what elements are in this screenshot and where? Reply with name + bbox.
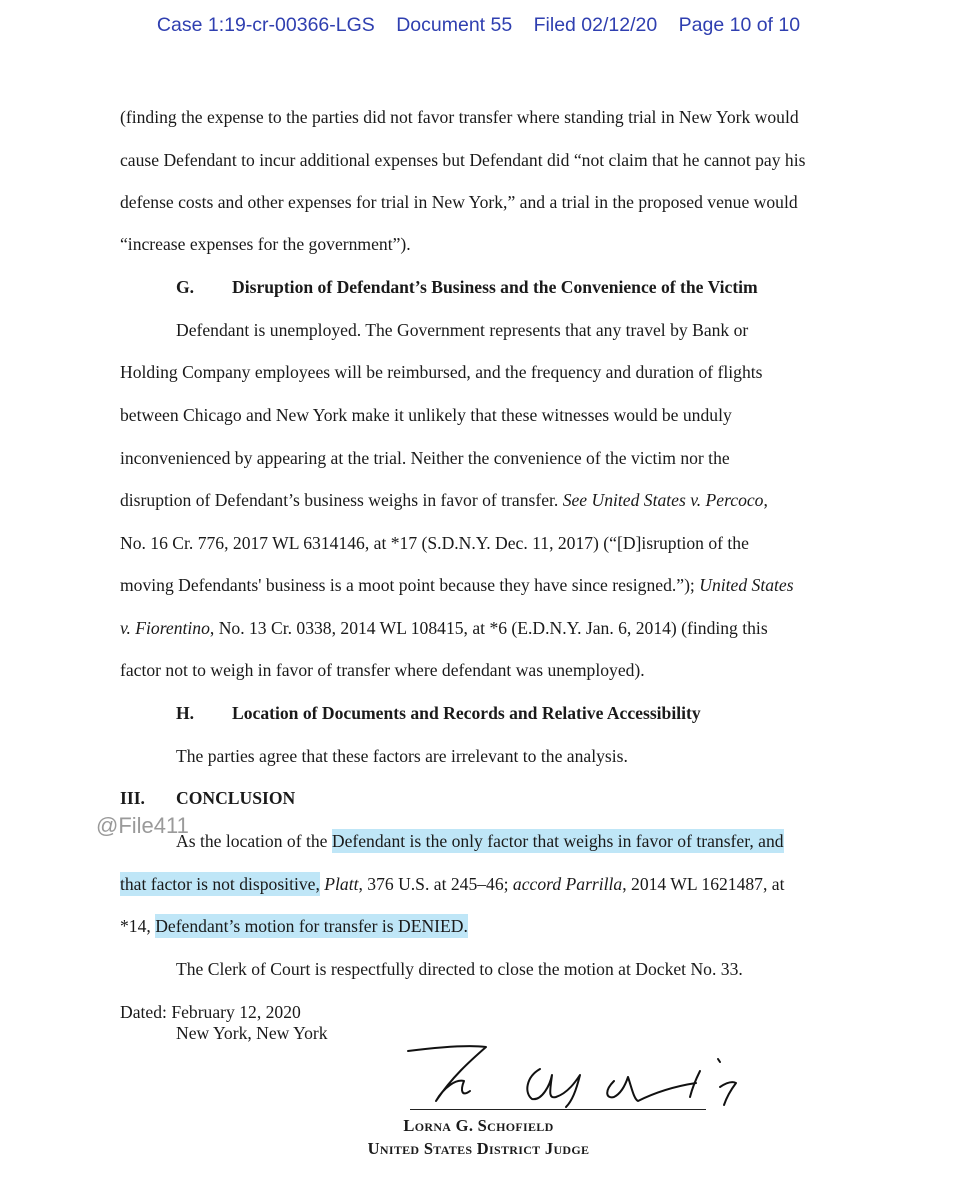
case-citation: See United States v. Percoco	[562, 490, 764, 510]
section-h-heading	[176, 702, 701, 724]
text-run: , No. 13 Cr. 0338, 2014 WL 108415, at *6 (E.D.N.Y. Jan. 6, 2014) (finding this	[209, 618, 768, 638]
section-g-letter: G.	[176, 277, 195, 297]
watermark: @File411	[96, 813, 189, 838]
case-header	[0, 14, 957, 37]
text-run: , 2014 WL 1621487, at	[622, 874, 785, 894]
handwritten-signature	[400, 1035, 760, 1120]
signature-line	[410, 1109, 706, 1110]
highlighted-text: Defendant is the only factor that weighs in favor of transfer, and	[331, 831, 784, 851]
section-h-title: Location of Documents and Records and Relative Accessibility	[232, 703, 701, 723]
body-line: No. 16 Cr. 776, 2017 WL 6314146, at *17 (S.D.N.Y. Dec. 11, 2017) (“[D]isruption of the	[120, 533, 749, 553]
section-h-letter: H.	[176, 703, 195, 723]
document-number: Document 55	[396, 14, 513, 36]
body-line: The Clerk of Court is respectfully directed to close the motion at Docket No. 33.	[176, 959, 743, 979]
section-iii-heading	[120, 787, 295, 809]
highlighted-text: Defendant’s motion for transfer is DENIED.	[155, 916, 468, 936]
body-line	[120, 574, 794, 596]
case-number: Case 1:19-cr-00366-LGS	[156, 14, 375, 36]
body-line: “increase expenses for the government”).	[120, 234, 411, 254]
text-run: moving Defendants' business is a moot point because they have since resigned.”);	[120, 575, 700, 595]
judge-title: United States District Judge	[367, 1139, 590, 1158]
filed-date: Filed 02/12/20	[533, 14, 658, 36]
case-citation: accord Parrilla	[512, 874, 623, 894]
text-run: As the location of the	[176, 831, 332, 851]
body-line: cause Defendant to incur additional expenses but Defendant did “not claim that he cannot pay his	[120, 150, 806, 170]
dated-line	[120, 1001, 301, 1023]
body-line: Holding Company employees will be reimbursed, and the frequency and duration of flights	[120, 362, 763, 382]
body-line: (finding the expense to the parties did not favor transfer where standing trial in New York would	[120, 107, 799, 127]
section-iii-numeral: III.	[120, 788, 145, 808]
judge-name: Lorna G. Schofield	[403, 1116, 554, 1135]
section-g-title: Disruption of Defendant’s Business and the Convenience of the Victim	[232, 277, 758, 297]
body-line	[120, 915, 468, 937]
section-g-heading	[176, 276, 758, 298]
section-iii-title: CONCLUSION	[176, 788, 296, 808]
dated-date: February 12, 2020	[171, 1002, 301, 1022]
body-line	[176, 830, 784, 852]
dated-label: Dated:	[120, 1002, 167, 1022]
text-run: disruption of Defendant’s business weighs in favor of transfer.	[120, 490, 563, 510]
text-run: , 376 U.S. at 245–46;	[358, 874, 513, 894]
body-line: The parties agree that these factors are irrelevant to the analysis.	[176, 746, 628, 766]
body-line: factor not to weigh in favor of transfer where defendant was unemployed).	[120, 660, 645, 680]
body-line: inconvenienced by appearing at the trial. Neither the convenience of the victim nor the	[120, 448, 730, 468]
page-number: Page 10 of 10	[678, 14, 801, 36]
case-citation: United States	[699, 575, 794, 595]
text-run: ,	[763, 490, 768, 510]
case-citation: v. Fiorentino	[120, 618, 210, 638]
dated-place: New York, New York	[176, 1023, 328, 1043]
text-run: *14,	[120, 916, 156, 936]
case-citation: Platt	[324, 874, 359, 894]
highlighted-text: that factor is not dispositive,	[120, 874, 320, 894]
body-line	[120, 489, 768, 511]
body-line	[120, 873, 784, 895]
body-line: between Chicago and New York make it unlikely that these witnesses would be unduly	[120, 405, 732, 425]
body-line	[120, 617, 768, 639]
body-line: defense costs and other expenses for trial in New York,” and a trial in the proposed venue would	[120, 192, 798, 212]
body-line: Defendant is unemployed. The Government represents that any travel by Bank or	[176, 320, 749, 340]
